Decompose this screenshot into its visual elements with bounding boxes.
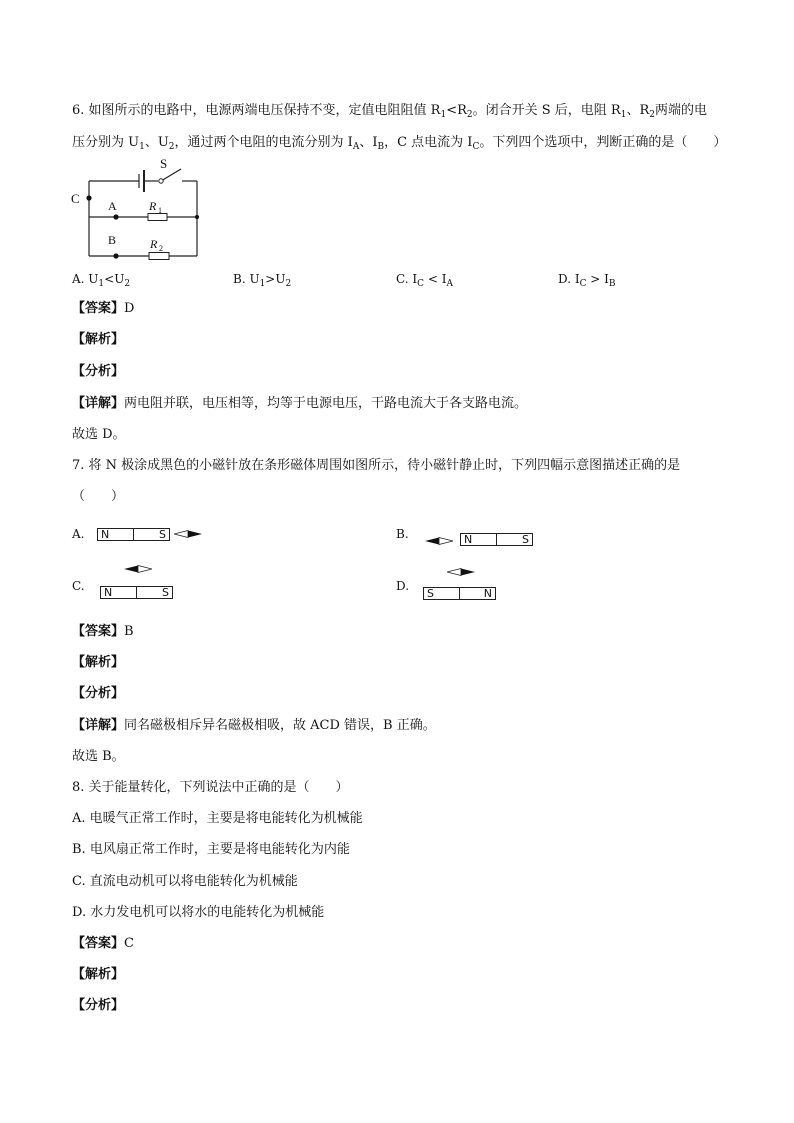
compass-needle-icon: [124, 565, 152, 573]
q7-fenxi-tag: 【分析】: [72, 686, 125, 701]
q8-option-c: C. 直流电动机可以将电能转化为机械能: [72, 874, 298, 889]
q8-fenxi-tag: 【分析】: [72, 998, 125, 1013]
label-a: A: [108, 199, 117, 213]
q6-stem-line2: 压分别为 $U_1$、$U_2$，通过两个电阻的电流分别为 $I_A$、$I_B$，C 点电流为 $I_C$。下列四个选项中，判断正确的是（ ）: [72, 135, 727, 152]
circuit-diagram: [66, 156, 211, 264]
label-r1-sub: 1: [158, 206, 162, 215]
junction-a-icon: [113, 214, 118, 219]
q6-option-b: B. $U_1>U_2$: [233, 272, 292, 289]
junction-right-icon: [195, 215, 199, 219]
q7-option-d-magnet: [423, 587, 496, 600]
q7-option-b-label: B.: [396, 527, 409, 541]
label-r1: R: [149, 199, 157, 213]
q7-option-c-label: C.: [72, 579, 85, 593]
q6-option-d: D. $I_C > I_B$: [558, 272, 616, 289]
q6-option-c: C. $I_C < I_A$: [396, 272, 453, 289]
label-r2-sub: 2: [159, 244, 163, 253]
compass-needle-icon: [174, 530, 202, 538]
q8-analysis-tag: 【解析】: [72, 967, 125, 982]
magnet-pole-right: N: [483, 587, 492, 600]
label-r2: R: [150, 237, 158, 251]
q6-fenxi-tag: 【分析】: [72, 364, 125, 379]
q7-conclusion: 故选 B。: [72, 749, 125, 764]
q8-answer: 【答案】C: [72, 936, 134, 951]
label-b: B: [108, 233, 117, 247]
switch-contact-icon: [159, 179, 163, 183]
magnet-pole-left: S: [424, 588, 460, 599]
q7-option-b-magnet: [460, 533, 533, 546]
q7-paren: （ ）: [72, 489, 125, 504]
q7-option-a-magnet: [97, 528, 170, 541]
q7-answer: 【答案】B: [72, 624, 134, 639]
q6-analysis-tag: 【解析】: [72, 332, 125, 347]
q7-option-a-label: A.: [72, 527, 85, 541]
magnet-pole-right: S: [522, 533, 529, 546]
compass-needle-icon: [425, 537, 453, 545]
q8-stem: 8. 关于能量转化，下列说法中正确的是（ ）: [72, 780, 349, 795]
junction-c-icon: [86, 195, 91, 200]
q7-stem: 7. 将 N 极涂成黑色的小磁针放在条形磁体周围如图所示，待小磁针静止时，下列四幅示意图描述正确的是: [72, 458, 681, 473]
magnet-pole-right: S: [162, 586, 169, 599]
magnet-pole-right: S: [159, 528, 166, 541]
q8-option-a: A. 电暖气正常工作时，主要是将电能转化为机械能: [72, 811, 363, 826]
magnet-pole-left: N: [461, 534, 497, 545]
q6-option-a: A. $U_1<U_2$: [72, 272, 131, 289]
q6-conclusion: 故选 D。: [72, 427, 126, 442]
q7-analysis-tag: 【解析】: [72, 655, 125, 670]
q8-option-b: B. 电风扇正常工作时，主要是将电能转化为内能: [72, 842, 350, 857]
label-s: S: [160, 156, 168, 171]
q6-stem-line1: 6. 如图所示的电路中，电源两端电压保持不变，定值电阻阻值 $R_1<R_2$。闭合开关 S 后，电阻 $R_1$、$R_2$两端的电: [72, 103, 707, 120]
q8-option-d: D. 水力发电机可以将水的电能转化为机械能: [72, 905, 325, 920]
q6-answer: 【答案】D: [72, 301, 135, 316]
q7-detail: 【详解】同名磁极相斥异名磁极相吸，故 ACD 错误，B 正确。: [72, 718, 436, 733]
q7-option-d-label: D.: [396, 579, 410, 593]
q7-option-c-magnet: [100, 586, 173, 599]
magnet-pole-left: N: [101, 587, 137, 598]
compass-needle-icon: [447, 568, 475, 576]
magnet-pole-left: N: [98, 529, 134, 540]
junction-b-icon: [113, 253, 118, 258]
label-c: C: [71, 191, 80, 206]
q6-detail: 【详解】两电阻并联，电压相等，均等于电源电压，干路电流大于各支路电流。: [72, 396, 528, 411]
